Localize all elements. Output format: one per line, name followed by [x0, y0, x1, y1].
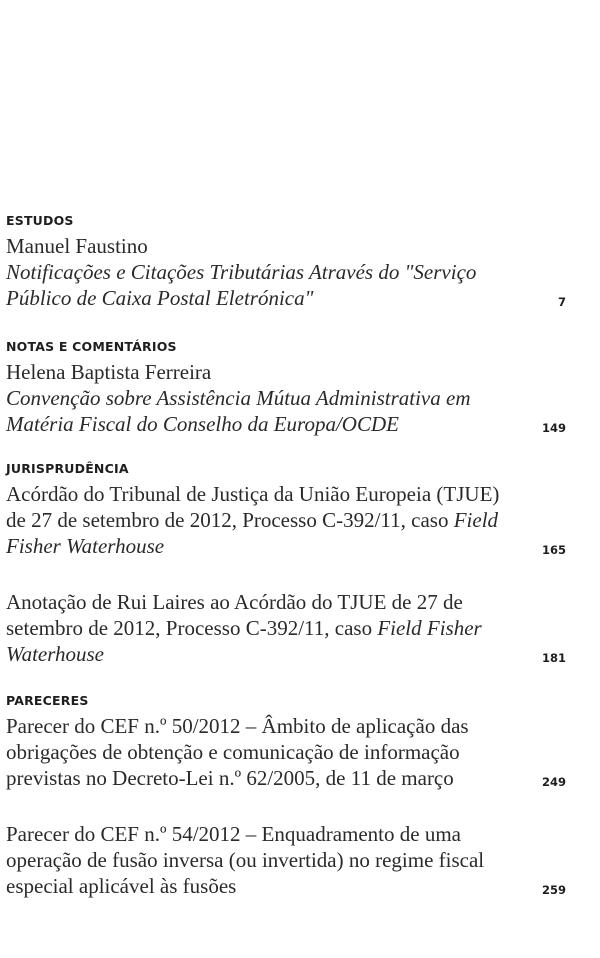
page-number: 181 — [541, 651, 566, 665]
toc-entry[interactable] — [6, 589, 566, 667]
entry-title-line: Waterhouse — [6, 642, 105, 666]
entry-title-line: Público de Caixa Postal Eletrónica" — [6, 286, 314, 310]
toc-entry[interactable] — [6, 713, 566, 791]
toc-entry[interactable] — [6, 233, 566, 311]
entry-title-line: operação de fusão inversa (ou invertida) no regime fiscal — [6, 848, 485, 872]
entry-title-line: Parecer do CEF n.º 54/2012 – Enquadramento de uma — [6, 822, 461, 846]
section-estudos — [6, 213, 566, 311]
table-of-contents — [6, 213, 566, 899]
page-number: 149 — [541, 421, 566, 435]
page-number: 259 — [541, 883, 566, 897]
section-pareceres — [6, 693, 566, 899]
entry-title-line: obrigações de obtenção e comunicação de informação — [6, 740, 460, 764]
entry-title-line: Fisher Waterhouse — [6, 534, 165, 558]
entry-title-text: setembro de 2012, Processo C-392/11, caso — [6, 616, 378, 640]
entry-title-line: especial aplicável às fusões — [6, 874, 237, 898]
entry-title-line: Acórdão do Tribunal de Justiça da União Europeia (TJUE) — [6, 482, 500, 506]
toc-entry[interactable] — [6, 359, 566, 437]
entry-title-line: Parecer do CEF n.º 50/2012 – Âmbito de aplicação das — [6, 714, 469, 738]
page-number: 249 — [541, 775, 566, 789]
entry-title-text: de 27 de setembro de 2012, Processo C-392/11, caso — [6, 508, 454, 532]
section-jurisprudencia — [6, 461, 566, 667]
section-heading: ESTUDOS — [6, 213, 74, 228]
entry-title-line: previstas no Decreto-Lei n.º 62/2005, de 11 de março — [6, 766, 454, 790]
page-number: 165 — [541, 543, 566, 557]
toc-entry[interactable] — [6, 821, 566, 899]
entry-title-line: Notificações e Citações Tributárias Através do "Serviço — [6, 260, 477, 284]
page-number: 7 — [557, 295, 566, 309]
entry-author: Manuel Faustino — [6, 234, 148, 258]
section-heading: JURISPRUDÊNCIA — [6, 461, 129, 476]
entry-title-line — [6, 615, 502, 641]
entry-title-line: Matéria Fiscal do Conselho da Europa/OCDE — [6, 412, 399, 436]
entry-title-italic: Field Fisher — [377, 616, 482, 640]
section-notas-comentarios — [6, 339, 566, 437]
entry-author: Helena Baptista Ferreira — [6, 360, 212, 384]
section-heading: NOTAS E COMENTÁRIOS — [6, 339, 177, 354]
section-heading: PARECERES — [6, 693, 89, 708]
toc-entry[interactable] — [6, 481, 566, 559]
entry-title-line: Anotação de Rui Laires ao Acórdão do TJUE de 27 de — [6, 590, 463, 614]
entry-title-line: Convenção sobre Assistência Mútua Administrativa em — [6, 386, 471, 410]
entry-title-italic: Field — [453, 508, 499, 532]
entry-title-line — [6, 507, 502, 533]
